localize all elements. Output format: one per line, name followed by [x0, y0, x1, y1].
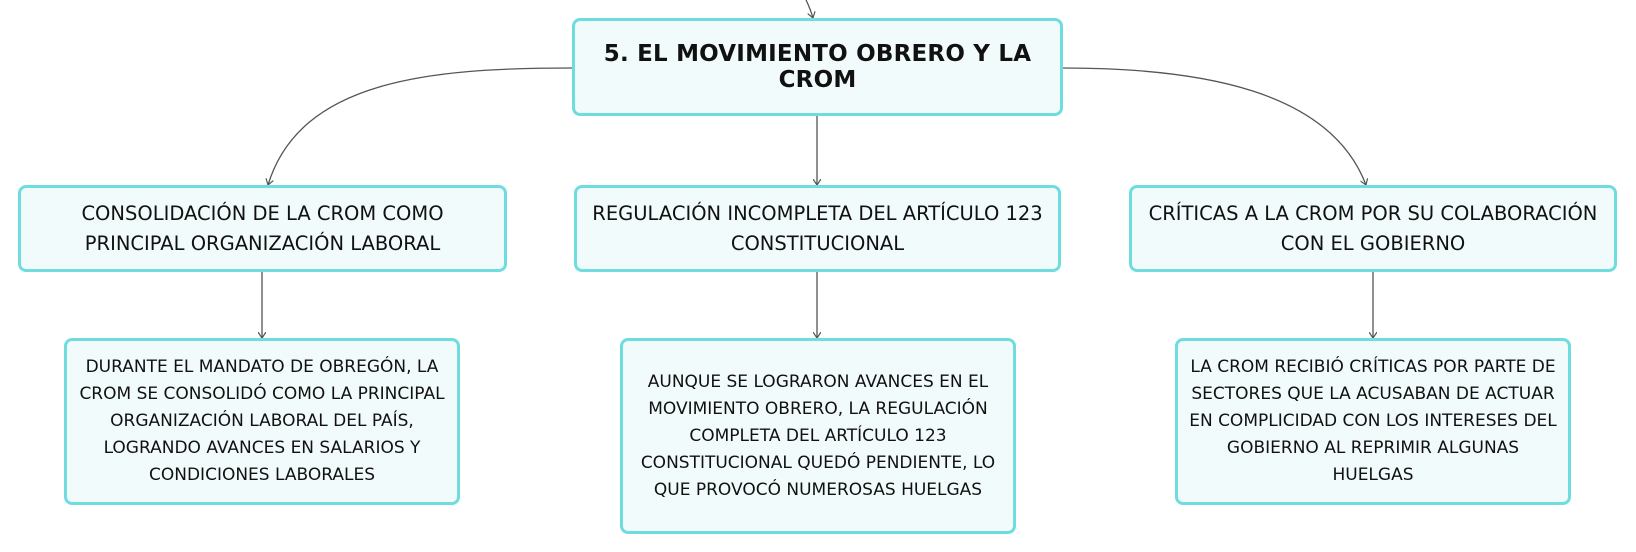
root-topic-node[interactable] — [572, 18, 1063, 116]
detail-node-regulacion[interactable] — [620, 338, 1016, 534]
connector-root-to-branch-3 — [1063, 68, 1366, 185]
root-topic-label: 5. EL MOVIMIENTO OBRERO Y LA CROM — [603, 41, 1032, 93]
incoming-connector — [806, 0, 813, 18]
detail-node-consolidacion[interactable] — [64, 338, 460, 505]
detail-text: DURANTE EL MANDATO DE OBREGÓN, LA CROM SE CONSOLIDÓ COMO LA PRINCIPAL ORGANIZACIÓN LABORAL DEL PAÍS, LOGRANDO AVANCES EN SALARIOS Y CONDICIONES LABORALES — [79, 357, 445, 485]
branch-node-criticas[interactable] — [1129, 185, 1617, 272]
detail-node-criticas[interactable] — [1175, 338, 1571, 505]
branch-label: CRÍTICAS A LA CROM POR SU COLABORACIÓN CON EL GOBIERNO — [1148, 201, 1598, 255]
detail-text: AUNQUE SE LOGRARON AVANCES EN EL MOVIMIENTO OBRERO, LA REGULACIÓN COMPLETA DEL ARTÍCULO 123 CONSTITUCIONAL QUEDÓ PENDIENTE, LO QUE PROVOCÓ NUMEROSAS HUELGAS — [640, 371, 996, 500]
branch-node-regulacion[interactable] — [574, 185, 1061, 272]
branch-label: CONSOLIDACIÓN DE LA CROM COMO PRINCIPAL ORGANIZACIÓN LABORAL — [81, 201, 444, 255]
detail-text: LA CROM RECIBIÓ CRÍTICAS POR PARTE DE SECTORES QUE LA ACUSABAN DE ACTUAR EN COMPLICIDAD CON LOS INTERESES DEL GOBIERNO AL REPRIMIR ALGUNAS HUELGAS — [1189, 357, 1557, 485]
branch-label: REGULACIÓN INCOMPLETA DEL ARTÍCULO 123 CONSTITUCIONAL — [592, 201, 1043, 255]
branch-node-consolidacion[interactable] — [18, 185, 507, 272]
connector-root-to-branch-1 — [268, 68, 572, 185]
